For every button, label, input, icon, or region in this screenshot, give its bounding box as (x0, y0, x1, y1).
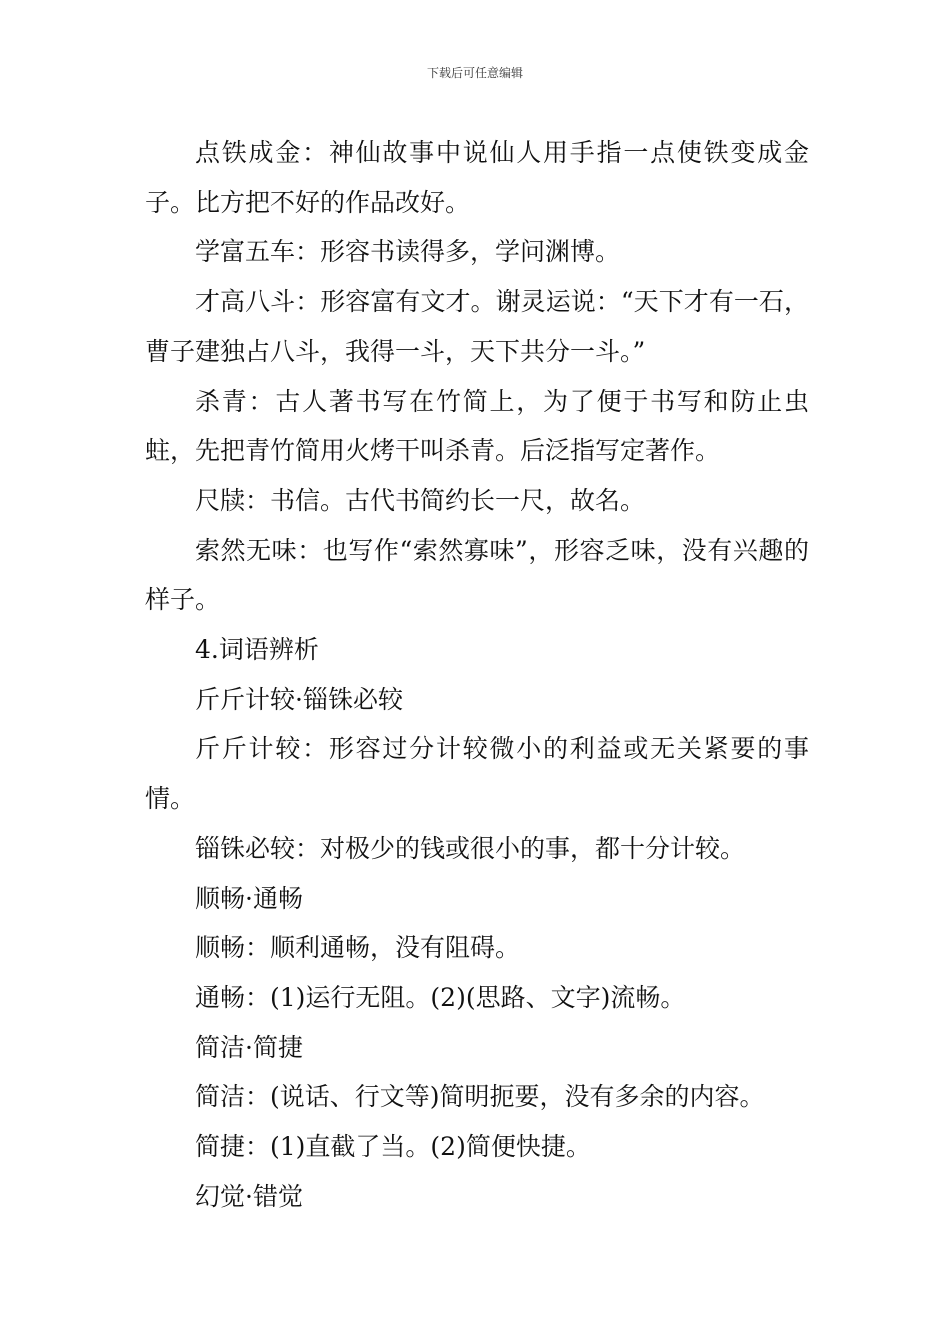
section-heading-word-analysis: 4.词语辨析 (195, 635, 319, 665)
word-pair-heading-4: 幻觉·错觉 (195, 1181, 303, 1211)
word-pair-heading-1: 斤斤计较·锱铢必较 (195, 684, 403, 714)
document-body (145, 128, 809, 1221)
definition-jin-jin-ji-jiao: 斤斤计较：形容过分计较微小的利益或无关紧要的事情。 (145, 734, 809, 814)
definition-jian-jie-direct: 简捷：(1)直截了当。(2)简便快捷。 (195, 1132, 591, 1162)
word-pair-heading-3: 简洁·简捷 (195, 1032, 303, 1062)
word-pair-heading-2: 顺畅·通畅 (195, 883, 303, 913)
definition-shun-chang: 顺畅：顺利通畅，没有阻碍。 (195, 933, 521, 963)
page-header: 下载后可任意编辑 (426, 66, 523, 80)
paragraph-suo-ran-wu-wei: 索然无味：也写作“索然寡味”，形容乏味，没有兴趣的样子。 (145, 535, 809, 615)
definition-jian-jie-concise: 简洁：(说话、行文等)简明扼要，没有多余的内容。 (195, 1082, 765, 1112)
paragraph-xue-fu-wu-che: 学富五车：形容书读得多，学问渊博。 (195, 237, 621, 267)
definition-zi-zhu-bi-jiao: 锱铢必较：对极少的钱或很小的事，都十分计较。 (195, 833, 746, 863)
definition-tong-chang: 通畅：(1)运行无阻。(2)(思路、文字)流畅。 (195, 982, 686, 1012)
paragraph-chi-du: 尺牍：书信。古代书简约长一尺，故名。 (195, 485, 646, 515)
paragraph-dian-tie-cheng-jin: 点铁成金：神仙故事中说仙人用手指一点使铁变成金子。比方把不好的作品改好。 (145, 138, 809, 217)
paragraph-cai-gao-ba-dou: 才高八斗：形容富有文才。谢灵运说：“天下才有一石，曹子建独占八斗，我得一斗，天下共分一斗。” (145, 287, 809, 366)
paragraph-sha-qing: 杀青：古人著书写在竹简上，为了便于书写和防止虫蛀，先把青竹简用火烤干叫杀青。后泛指写定著作。 (145, 386, 809, 466)
